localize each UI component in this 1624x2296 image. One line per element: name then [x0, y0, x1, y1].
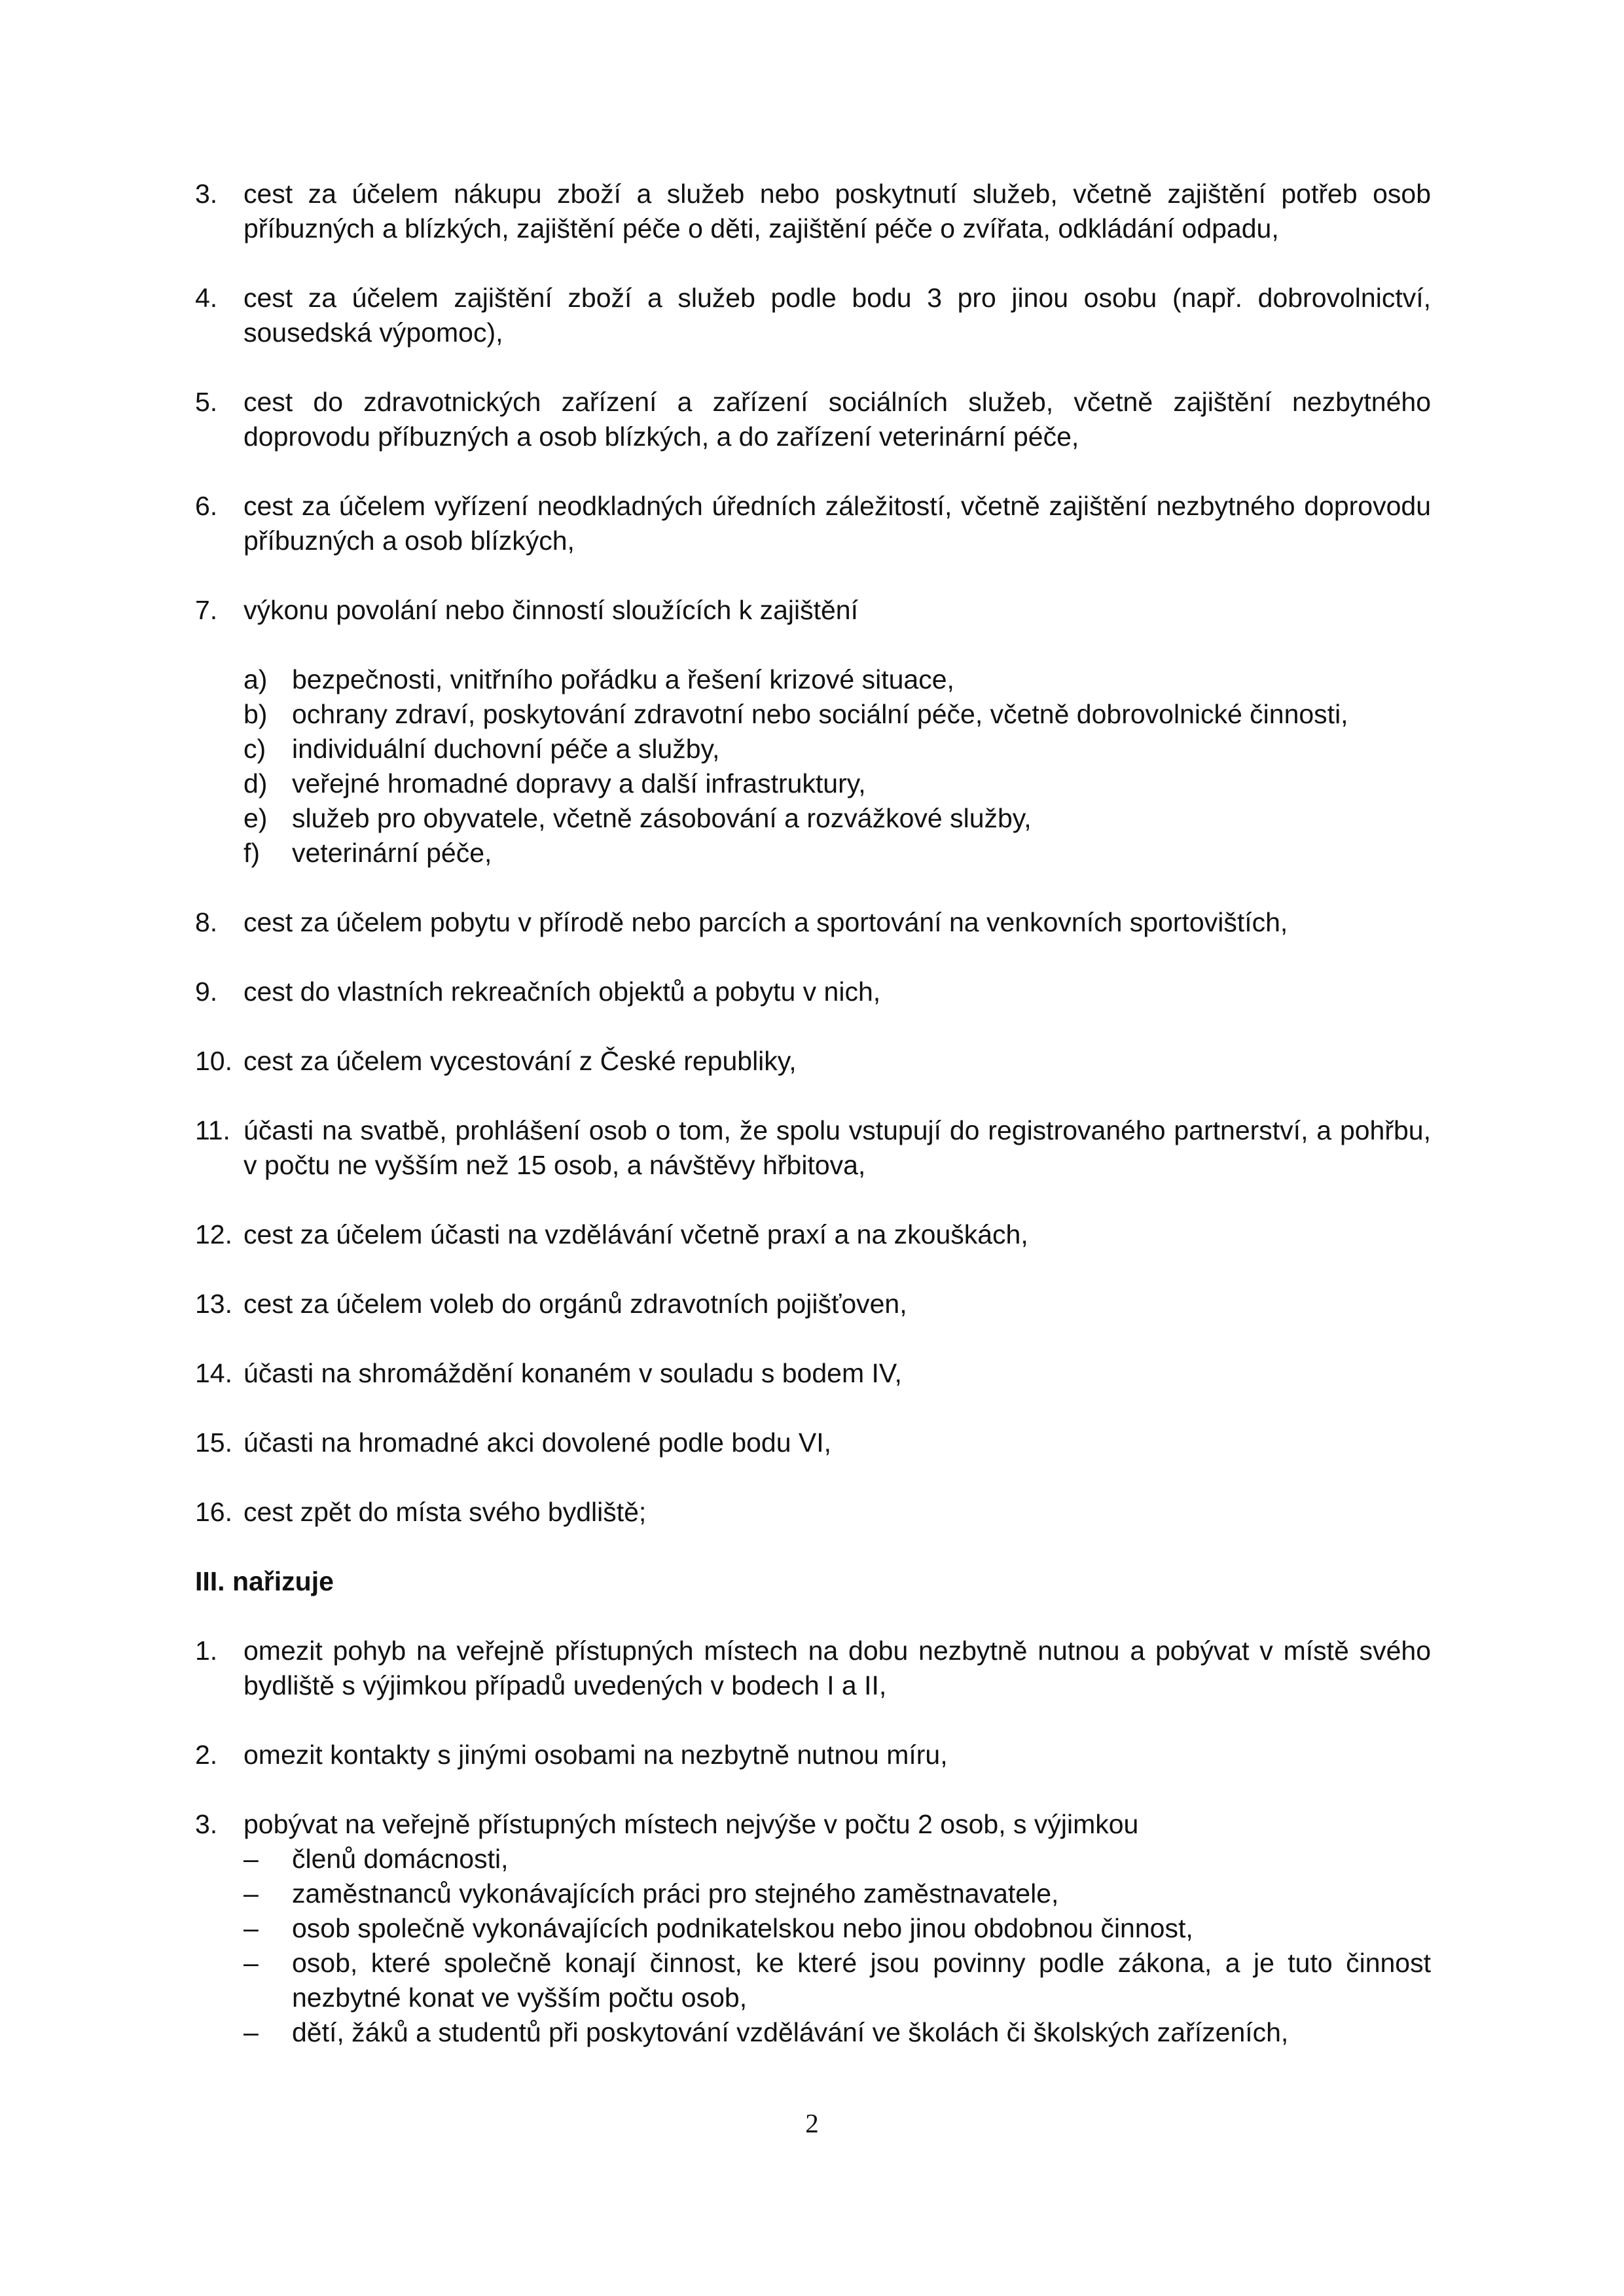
list-item — [195, 177, 1431, 246]
list-item — [195, 1287, 1431, 1321]
item-text: cest za účelem zajištění zboží a služeb podle bodu 3 pro jinou osobu (např. dobrovolnictví, sousedská výpomoc), — [244, 283, 1431, 348]
item-text: účasti na hromadné akci dovolené podle bodu VI, — [244, 1427, 832, 1458]
item-number: 3. — [195, 179, 218, 209]
dash-bullet: – — [244, 1878, 259, 1909]
item-text: cest za účelem účasti na vzdělávání včetně praxí a na zkouškách, — [244, 1219, 1028, 1249]
item-number: 10. — [195, 1046, 232, 1076]
item-number: 8. — [195, 907, 218, 937]
list-item — [195, 1113, 1431, 1183]
list-item-orders-3 — [195, 1807, 1431, 2050]
subitem-letter: b) — [244, 699, 268, 729]
item-text: cest za účelem nákupu zboží a služeb nebo poskytnutí služeb, včetně zajištění potřeb osob příbuzných a blízkých, zajištění péče o děti, zajištění péče o zvířata, odkládání odpadu, — [244, 179, 1431, 243]
item-number: 14. — [195, 1358, 232, 1388]
dash-item — [244, 1911, 1431, 1946]
list-item — [195, 1426, 1431, 1460]
dash-bullet: – — [244, 1844, 259, 1874]
item-number: 9. — [195, 977, 218, 1007]
dash-item — [244, 1876, 1431, 1911]
dash-item — [244, 1946, 1431, 2015]
item-text: cest za účelem voleb do orgánů zdravotních pojišťoven, — [244, 1289, 907, 1319]
item-text-block — [244, 1807, 1431, 2050]
item-number: 15. — [195, 1427, 232, 1458]
item-text: cest za účelem vycestování z České republiky, — [244, 1046, 797, 1076]
dash-bullet: – — [244, 1913, 259, 1943]
dash-text: osob společně vykonávajících podnikatelskou nebo jinou obdobnou činnost, — [292, 1913, 1193, 1943]
section-heading: III. nařizuje — [195, 1566, 334, 1596]
item-number: 7. — [195, 595, 218, 625]
list-item-7 — [195, 593, 1431, 870]
subitem-letter: e) — [244, 803, 268, 833]
item-text: omezit pohyb na veřejně přístupných místech na dobu nezbytně nutnou a pobývat v místě svého bydliště s výjimkou případů uvedených v bodech I a II, — [244, 1636, 1431, 1700]
subitem — [244, 836, 1431, 870]
list-item — [195, 1634, 1431, 1703]
exceptions-list-part2 — [195, 905, 1431, 1530]
item-text: omezit kontakty s jinými osobami na nezbytně nutnou míru, — [244, 1740, 948, 1770]
item-number: 2. — [195, 1740, 218, 1770]
subitem-text: ochrany zdraví, poskytování zdravotní nebo sociální péče, včetně dobrovolnické činnosti, — [292, 699, 1348, 729]
list-item — [195, 489, 1431, 558]
list-item — [195, 385, 1431, 454]
item-text-block — [244, 593, 1431, 870]
subitem-text: individuální duchovní péče a služby, — [292, 734, 720, 764]
item-number: 13. — [195, 1289, 232, 1319]
subitem — [244, 801, 1431, 836]
item-text: účasti na shromáždění konaném v souladu s bodem IV, — [244, 1358, 902, 1388]
item-number: 4. — [195, 283, 218, 313]
list-item — [195, 1738, 1431, 1772]
subitem-letter: f) — [244, 838, 261, 868]
item-text: cest za účelem pobytu v přírodě nebo parcích a sportování na venkovních sportovištích, — [244, 907, 1288, 937]
item-number: 12. — [195, 1219, 232, 1249]
item-text: účasti na svatbě, prohlášení osob o tom, že spolu vstupují do registrovaného partnerství, a pohřbu, v počtu ne vyšším než 15 osob, a návštěvy hřbitova, — [244, 1115, 1431, 1180]
item-number: 16. — [195, 1497, 232, 1527]
item-text: cest do zdravotnických zařízení a zařízení sociálních služeb, včetně zajištění nezbytného doprovodu příbuzných a osob blízkých, a do zařízení veterinární péče, — [244, 387, 1431, 452]
document-body — [195, 177, 1431, 2050]
item-number: 1. — [195, 1636, 218, 1666]
item-text: pobývat na veřejně přístupných místech nejvýše v počtu 2 osob, s výjimkou — [244, 1809, 1139, 1839]
item-text: cest do vlastních rekreačních objektů a pobytu v nich, — [244, 977, 881, 1007]
dash-text: členů domácnosti, — [292, 1844, 509, 1874]
subitem-letter: d) — [244, 768, 268, 798]
item-number: 5. — [195, 387, 218, 417]
dash-item — [244, 2015, 1431, 2050]
page-number: 2 — [805, 2108, 819, 2138]
item-text: cest za účelem vyřízení neodkladných úředních záležitostí, včetně zajištění nezbytného doprovodu příbuzných a osob blízkých, — [244, 491, 1431, 556]
item-number: 6. — [195, 491, 218, 521]
list-item — [195, 1356, 1431, 1391]
item-number: 11. — [195, 1115, 230, 1145]
subitem-text: veřejné hromadné dopravy a další infrastruktury, — [292, 768, 866, 798]
subitem — [244, 662, 1431, 697]
orders-list — [195, 1634, 1431, 1772]
list-item — [195, 281, 1431, 350]
list-item — [195, 1495, 1431, 1530]
dash-text: zaměstnanců vykonávajících práci pro stejného zaměstnavatele, — [292, 1878, 1059, 1909]
dash-text: osob, které společně konají činnost, ke které jsou povinny podle zákona, a je tuto činnost nezbytné konat ve vyšším počtu osob, — [292, 1948, 1431, 2013]
subitem — [244, 766, 1431, 801]
exceptions-list-part1 — [195, 177, 1431, 558]
subitem-text: veterinární péče, — [292, 838, 492, 868]
list-item — [195, 1044, 1431, 1079]
dash-list — [244, 1842, 1431, 2050]
item-number: 3. — [195, 1809, 218, 1839]
subitem-list — [244, 662, 1431, 870]
item-text: výkonu povolání nebo činností sloužících k zajištění — [244, 595, 858, 625]
list-item — [195, 905, 1431, 940]
subitem — [244, 697, 1431, 732]
list-item — [195, 975, 1431, 1009]
subitem-text: bezpečnosti, vnitřního pořádku a řešení krizové situace, — [292, 664, 954, 694]
subitem — [244, 732, 1431, 766]
item-text: cest zpět do místa svého bydliště; — [244, 1497, 647, 1527]
subitem-letter: a) — [244, 664, 268, 694]
subitem-text: služeb pro obyvatele, včetně zásobování a rozvážkové služby, — [292, 803, 1032, 833]
dash-text: dětí, žáků a studentů při poskytování vzdělávání ve školách či školských zařízeních, — [292, 2017, 1289, 2047]
dash-bullet: – — [244, 2017, 259, 2047]
subitem-letter: c) — [244, 734, 266, 764]
list-item — [195, 1217, 1431, 1252]
dash-bullet: – — [244, 1948, 259, 1978]
dash-item — [244, 1842, 1431, 1876]
